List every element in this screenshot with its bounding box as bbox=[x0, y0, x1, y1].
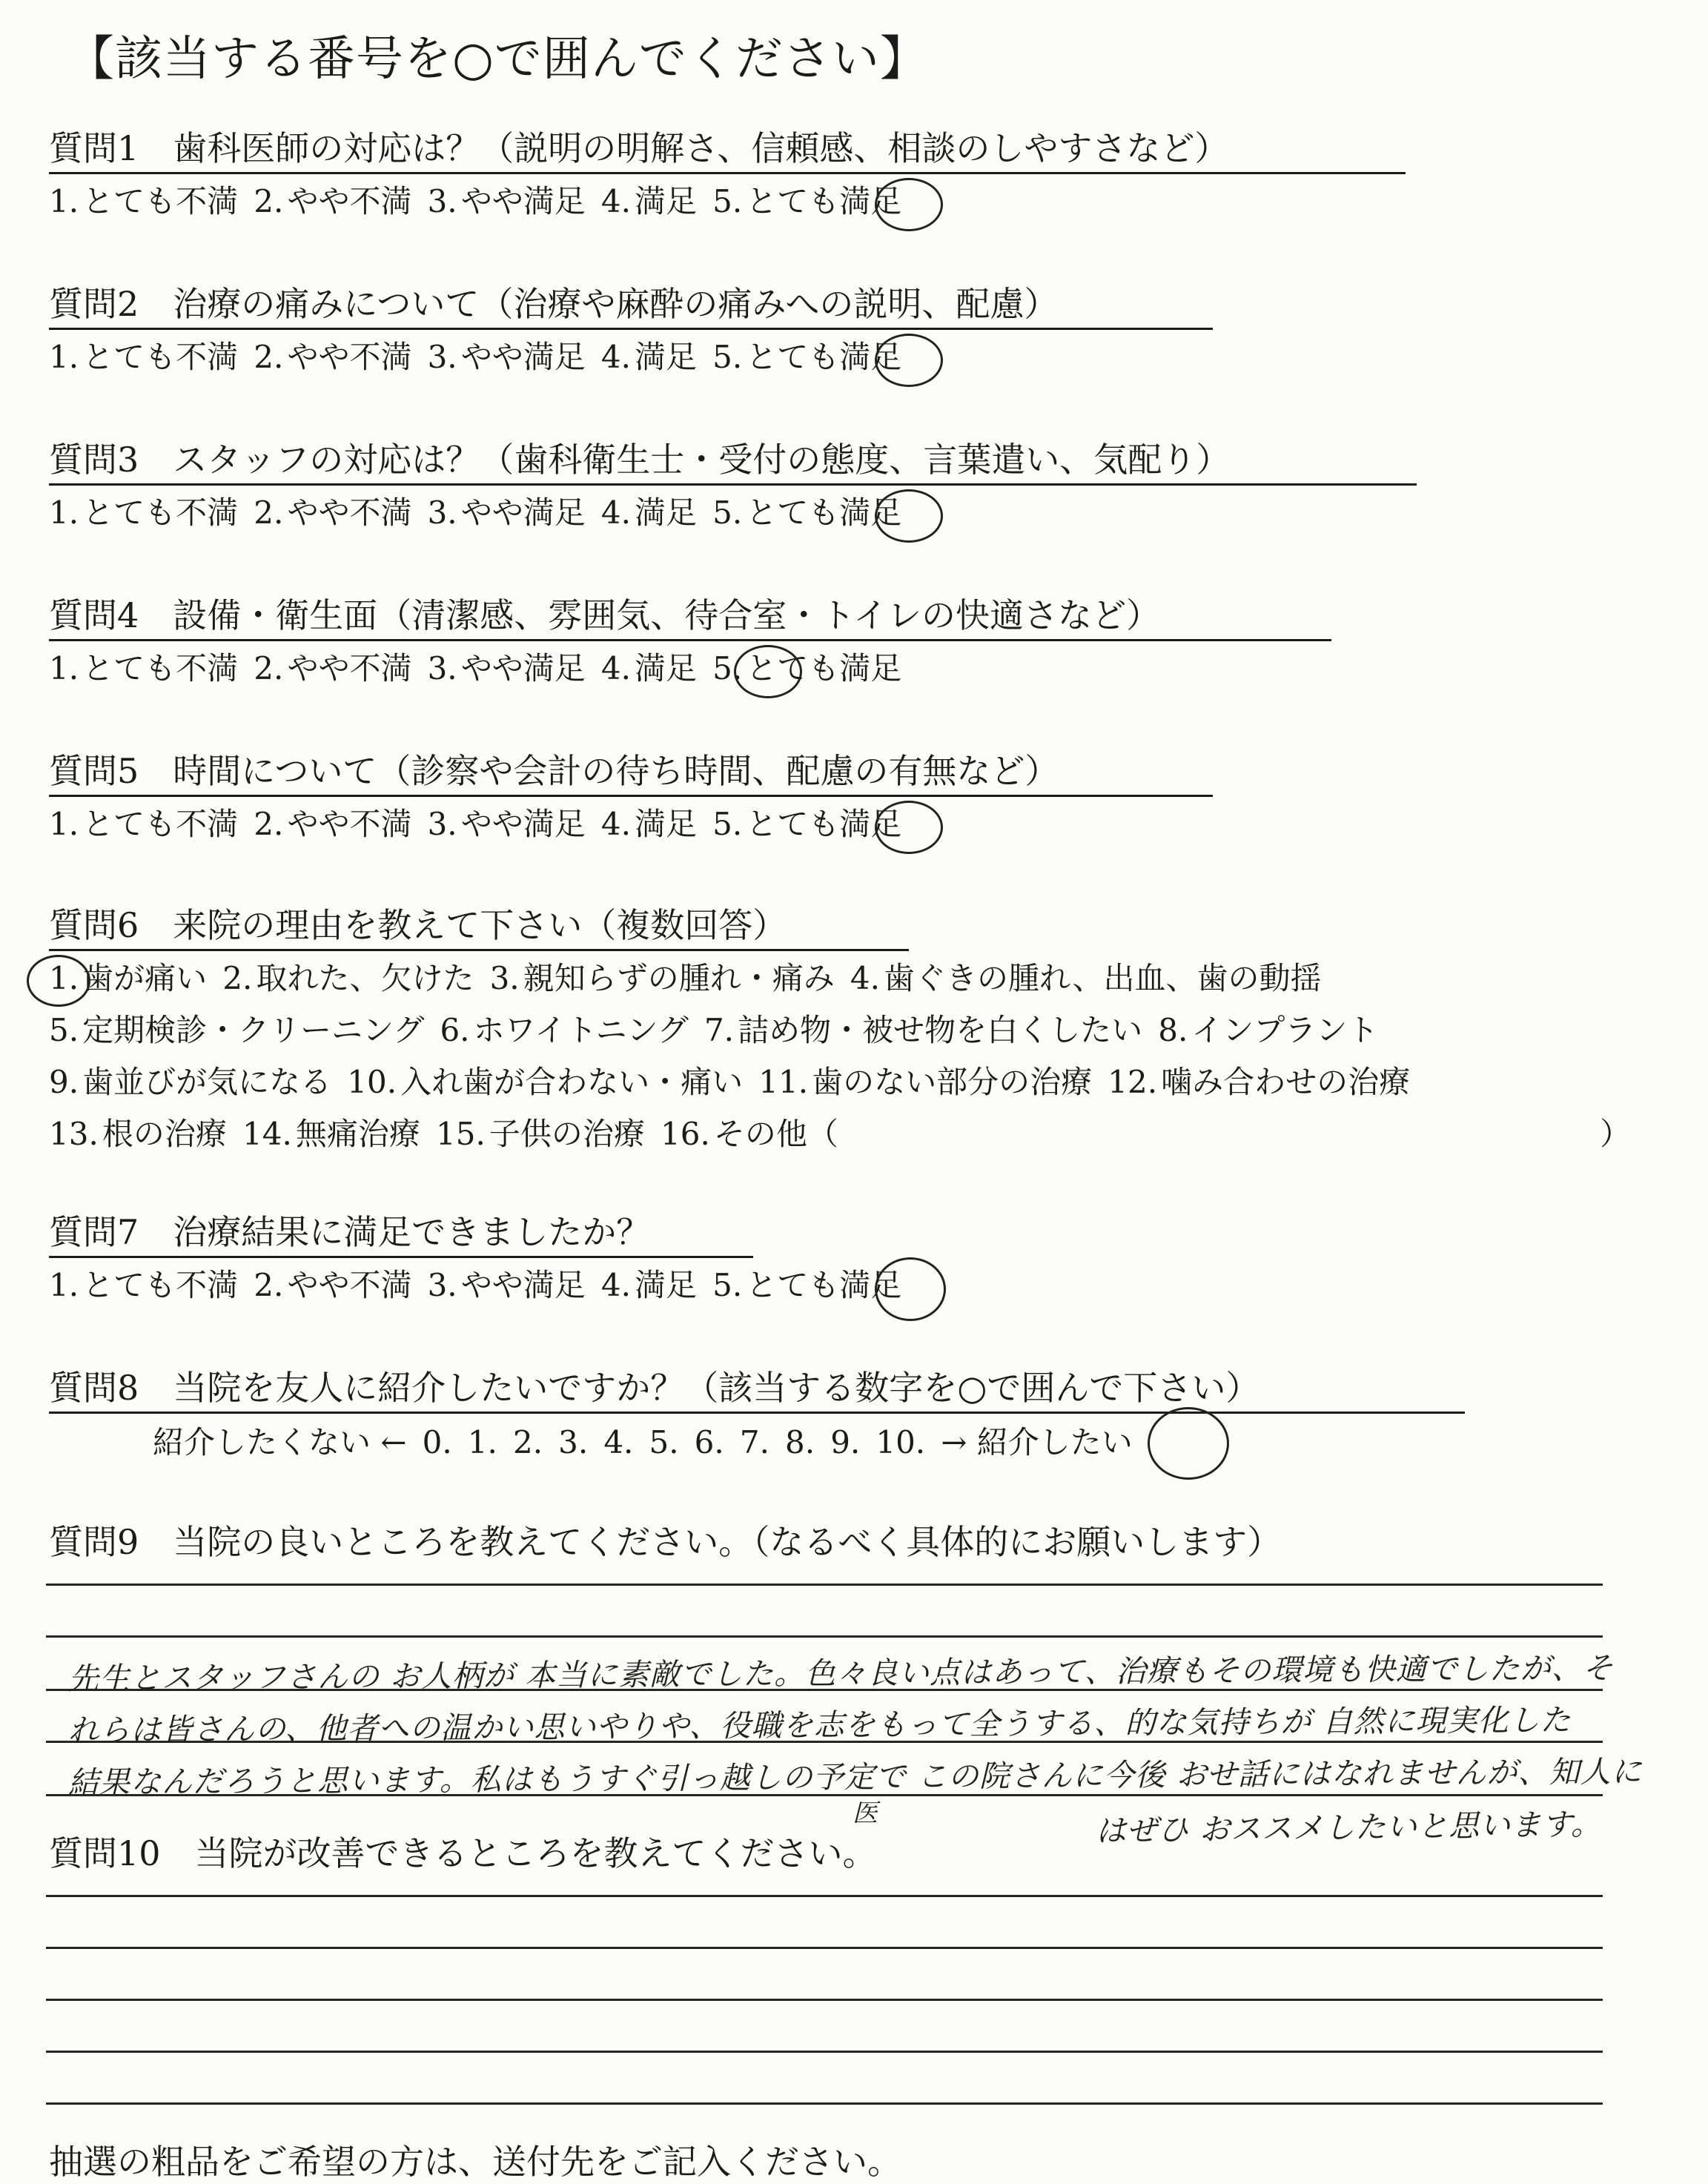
answer-line bbox=[46, 1947, 1603, 1949]
option-5-number[interactable]: 5. bbox=[712, 650, 743, 686]
option-2-text: やや不満 bbox=[287, 1267, 412, 1303]
option-3-text: やや満足 bbox=[460, 650, 586, 686]
option-3-text: やや満足 bbox=[460, 806, 586, 842]
reason-12-text: 噛み合わせの治療 bbox=[1161, 1064, 1411, 1100]
reason-15-number[interactable]: 15. bbox=[436, 1116, 486, 1152]
question-6-selection-circle bbox=[27, 955, 90, 1007]
handwritten-answer-line-1: 先生とスタッフさんの お人柄が 本当に素敵でした。色々良い点はあって、治療もその環境も快適でしたが、そ bbox=[67, 1649, 1615, 1697]
option-5-number[interactable]: 5. bbox=[712, 183, 743, 219]
question-2-label: 質問2 治療の痛みについて（治療や麻酔の痛みへの説明、配慮） bbox=[49, 284, 1059, 324]
question-5-selection-circle bbox=[875, 801, 943, 854]
scale-10[interactable]: 10. bbox=[875, 1424, 926, 1460]
option-5-number[interactable]: 5. bbox=[712, 494, 743, 531]
option-3-text: やや満足 bbox=[460, 339, 586, 375]
question-10-label: 質問10 当院が改善できるところを教えてください。 bbox=[49, 1833, 877, 1873]
reason-2-text: 取れた、欠けた bbox=[256, 960, 474, 996]
question-6-underline bbox=[49, 949, 909, 951]
question-1-options bbox=[49, 181, 901, 222]
question-8-label: 質問8 当院を友人に紹介したいですか？（該当する数字を○で囲んで下さい） bbox=[49, 1368, 1260, 1408]
option-5-text: とても満足 bbox=[746, 1267, 902, 1303]
reason-4-number[interactable]: 4. bbox=[850, 960, 880, 996]
question-7-underline bbox=[49, 1256, 753, 1258]
option-4-number[interactable]: 4. bbox=[600, 650, 631, 686]
question-4-selection-circle bbox=[734, 645, 802, 698]
option-5-text: とても満足 bbox=[746, 806, 902, 842]
option-3-text: やや満足 bbox=[460, 494, 586, 531]
option-3-number[interactable]: 3. bbox=[427, 1267, 457, 1303]
option-1-number[interactable]: 1. bbox=[49, 1267, 79, 1303]
option-2-number[interactable]: 2. bbox=[254, 183, 284, 219]
option-3-number[interactable]: 3. bbox=[427, 183, 457, 219]
reason-8-text: インプラント bbox=[1191, 1012, 1379, 1048]
option-5-text: とても満足 bbox=[746, 494, 902, 531]
handwritten-answer-line-3: 結果なんだろうと思います。私はもうすぐ引っ越しの予定で この院さんに今後 おせ話にはなれませんが、知人に bbox=[67, 1753, 1643, 1801]
option-2-text: やや不満 bbox=[287, 183, 412, 219]
question-7-selection-circle bbox=[875, 1257, 946, 1321]
reason-9-text: 歯並びが気になる bbox=[82, 1064, 332, 1100]
question-6-reasons-row-3 bbox=[49, 1062, 1410, 1103]
reason-3-text: 親知らずの腫れ・痛み bbox=[523, 960, 835, 996]
question-7-label: 質問7 治療結果に満足できましたか？ bbox=[49, 1212, 651, 1252]
answer-line bbox=[46, 1999, 1603, 2001]
option-3-number[interactable]: 3. bbox=[427, 650, 457, 686]
question-2-underline bbox=[49, 328, 1213, 330]
reason-13-number[interactable]: 13. bbox=[49, 1116, 99, 1152]
scale-right-label: → 紹介したい bbox=[941, 1424, 1133, 1460]
scale-5[interactable]: 5. bbox=[649, 1424, 679, 1460]
reason-12-number[interactable]: 12. bbox=[1108, 1064, 1158, 1100]
question-6-label: 質問6 来院の理由を教えて下さい（複数回答） bbox=[49, 905, 787, 945]
option-3-number[interactable]: 3. bbox=[427, 339, 457, 375]
option-1-text: とても不満 bbox=[82, 183, 239, 219]
handwritten-answer-line-4: はぜひ おススメしたいと思います。 bbox=[1095, 1806, 1603, 1849]
scale-9[interactable]: 9. bbox=[830, 1424, 861, 1460]
question-3-label: 質問3 スタッフの対応は？（歯科衛生士・受付の態度、言葉遣い、気配り） bbox=[49, 440, 1231, 480]
option-3-text: やや満足 bbox=[460, 183, 586, 219]
option-5-number[interactable]: 5. bbox=[712, 806, 743, 842]
question-2-selection-circle bbox=[875, 334, 943, 387]
reason-5-text: 定期検診・クリーニング bbox=[82, 1012, 425, 1048]
option-4-text: 満足 bbox=[635, 183, 698, 219]
question-1-underline bbox=[49, 172, 1406, 174]
option-2-text: やや不満 bbox=[287, 339, 412, 375]
question-2-options bbox=[49, 337, 901, 378]
reason-10-number[interactable]: 10. bbox=[347, 1064, 397, 1100]
scale-8[interactable]: 8. bbox=[785, 1424, 815, 1460]
option-1-number[interactable]: 1. bbox=[49, 339, 79, 375]
reason-15-text: 子供の治療 bbox=[489, 1116, 645, 1152]
question-6-reasons-row-4 bbox=[49, 1113, 838, 1155]
option-4-text: 満足 bbox=[635, 806, 698, 842]
question-8-underline bbox=[49, 1412, 1465, 1414]
option-1-number[interactable]: 1. bbox=[49, 650, 79, 686]
reason-11-number[interactable]: 11. bbox=[758, 1064, 809, 1100]
option-5-text: とても満足 bbox=[746, 183, 902, 219]
scale-3[interactable]: 3. bbox=[558, 1424, 589, 1460]
reason-14-text: 無痛治療 bbox=[295, 1116, 420, 1152]
answer-line bbox=[46, 2102, 1603, 2105]
option-4-number[interactable]: 4. bbox=[600, 806, 631, 842]
option-2-text: やや不満 bbox=[287, 806, 412, 842]
answer-line bbox=[46, 1635, 1603, 1638]
scale-2[interactable]: 2. bbox=[512, 1424, 543, 1460]
handwritten-answer-line-2: れらは皆さんの、他者への温かい思いやりや、役職を志をもって全うする、的な気持ちが 自然に現実化した bbox=[67, 1701, 1572, 1749]
question-3-options bbox=[49, 492, 901, 534]
reason-6-number[interactable]: 6. bbox=[440, 1012, 470, 1048]
question-3-selection-circle bbox=[875, 489, 943, 543]
scale-1[interactable]: 1. bbox=[467, 1424, 497, 1460]
option-5-text: とても満足 bbox=[746, 339, 902, 375]
reason-11-text: 歯のない部分の治療 bbox=[812, 1064, 1093, 1100]
question-8-scale bbox=[153, 1422, 1133, 1463]
question-8-selection-circle bbox=[1148, 1407, 1229, 1480]
option-1-number[interactable]: 1. bbox=[49, 806, 79, 842]
question-9-label: 質問9 当院の良いところを教えてください。（なるべく具体的にお願いします） bbox=[49, 1522, 1282, 1562]
option-4-number[interactable]: 4. bbox=[600, 183, 631, 219]
option-3-text: やや満足 bbox=[460, 1267, 586, 1303]
option-5-text: とても満足 bbox=[746, 650, 902, 686]
scale-7[interactable]: 7. bbox=[739, 1424, 769, 1460]
scale-0[interactable]: 0. bbox=[422, 1424, 452, 1460]
option-1-number[interactable]: 1. bbox=[49, 183, 79, 219]
option-1-text: とても不満 bbox=[82, 494, 239, 531]
option-2-number[interactable]: 2. bbox=[254, 650, 284, 686]
reason-10-text: 入れ歯が合わない・痛い bbox=[400, 1064, 744, 1100]
question-4-underline bbox=[49, 639, 1331, 641]
option-2-number[interactable]: 2. bbox=[254, 806, 284, 842]
page-title: 【該当する番号を○で囲んでください】 bbox=[67, 32, 928, 87]
option-4-text: 満足 bbox=[635, 650, 698, 686]
reason-7-number[interactable]: 7. bbox=[704, 1012, 735, 1048]
option-4-number[interactable]: 4. bbox=[600, 1267, 631, 1303]
question-7-options bbox=[49, 1265, 901, 1306]
scale-6[interactable]: 6. bbox=[694, 1424, 724, 1460]
reason-1-number[interactable]: 1. bbox=[49, 960, 79, 996]
reason-13-text: 根の治療 bbox=[102, 1116, 227, 1152]
reason-16-text: その他（ bbox=[713, 1116, 838, 1152]
question-4-label: 質問4 設備・衛生面（清潔感、雰囲気、待合室・トイレの快適さなど） bbox=[49, 595, 1160, 635]
question-6-reasons-row-2 bbox=[49, 1010, 1378, 1051]
option-1-text: とても不満 bbox=[82, 1267, 239, 1303]
other-close-paren: ） bbox=[1600, 1116, 1632, 1152]
reason-8-number[interactable]: 8. bbox=[1158, 1012, 1188, 1048]
scale-left-label: 紹介したくない ← bbox=[153, 1424, 407, 1460]
option-4-text: 満足 bbox=[635, 339, 698, 375]
question-3-underline bbox=[49, 483, 1417, 486]
option-4-text: 満足 bbox=[635, 1267, 698, 1303]
option-1-number[interactable]: 1. bbox=[49, 494, 79, 531]
option-2-number[interactable]: 2. bbox=[254, 339, 284, 375]
option-4-number[interactable]: 4. bbox=[600, 339, 631, 375]
question-1-label: 質問1 歯科医師の対応は？（説明の明解さ、信頼感、相談のしやすさなど） bbox=[49, 128, 1229, 168]
option-1-text: とても不満 bbox=[82, 806, 239, 842]
option-1-text: とても不満 bbox=[82, 650, 239, 686]
question-5-label: 質問5 時間について（診察や会計の待ち時間、配慮の有無など） bbox=[49, 751, 1059, 791]
footer-partial-text: 抽選の粗品をご希望の方は、送付先をご記入ください。 bbox=[49, 2142, 901, 2182]
option-2-text: やや不満 bbox=[287, 650, 412, 686]
question-5-underline bbox=[49, 795, 1213, 797]
option-5-number[interactable]: 5. bbox=[712, 339, 743, 375]
reason-16-number[interactable]: 16. bbox=[661, 1116, 710, 1152]
reason-7-text: 詰め物・被せ物を白くしたい bbox=[738, 1012, 1143, 1048]
reason-2-number[interactable]: 2. bbox=[222, 960, 253, 996]
scale-4[interactable]: 4. bbox=[603, 1424, 634, 1460]
answer-line bbox=[46, 1584, 1603, 1586]
answer-line bbox=[46, 2051, 1603, 2053]
option-3-number[interactable]: 3. bbox=[427, 494, 457, 531]
question-6-reasons-row-1 bbox=[49, 958, 1322, 999]
reason-5-number[interactable]: 5. bbox=[49, 1012, 79, 1048]
option-2-number[interactable]: 2. bbox=[254, 494, 284, 531]
option-2-number[interactable]: 2. bbox=[254, 1267, 284, 1303]
option-3-number[interactable]: 3. bbox=[427, 806, 457, 842]
reason-4-text: 歯ぐきの腫れ、出血、歯の動揺 bbox=[884, 960, 1322, 996]
handwritten-insert-note: 医 bbox=[853, 1799, 878, 1828]
reason-1-text: 歯が痛い bbox=[82, 960, 208, 996]
option-5-number[interactable]: 5. bbox=[712, 1267, 743, 1303]
option-4-text: 満足 bbox=[635, 494, 698, 531]
reason-6-text: ホワイトニング bbox=[473, 1012, 689, 1048]
reason-14-number[interactable]: 14. bbox=[242, 1116, 292, 1152]
question-5-options bbox=[49, 804, 901, 845]
option-2-text: やや不満 bbox=[287, 494, 412, 531]
option-4-number[interactable]: 4. bbox=[600, 494, 631, 531]
option-1-text: とても不満 bbox=[82, 339, 239, 375]
reason-9-number[interactable]: 9. bbox=[49, 1064, 79, 1100]
answer-line bbox=[46, 1895, 1603, 1897]
question-1-selection-circle bbox=[875, 178, 943, 231]
reason-3-number[interactable]: 3. bbox=[489, 960, 520, 996]
